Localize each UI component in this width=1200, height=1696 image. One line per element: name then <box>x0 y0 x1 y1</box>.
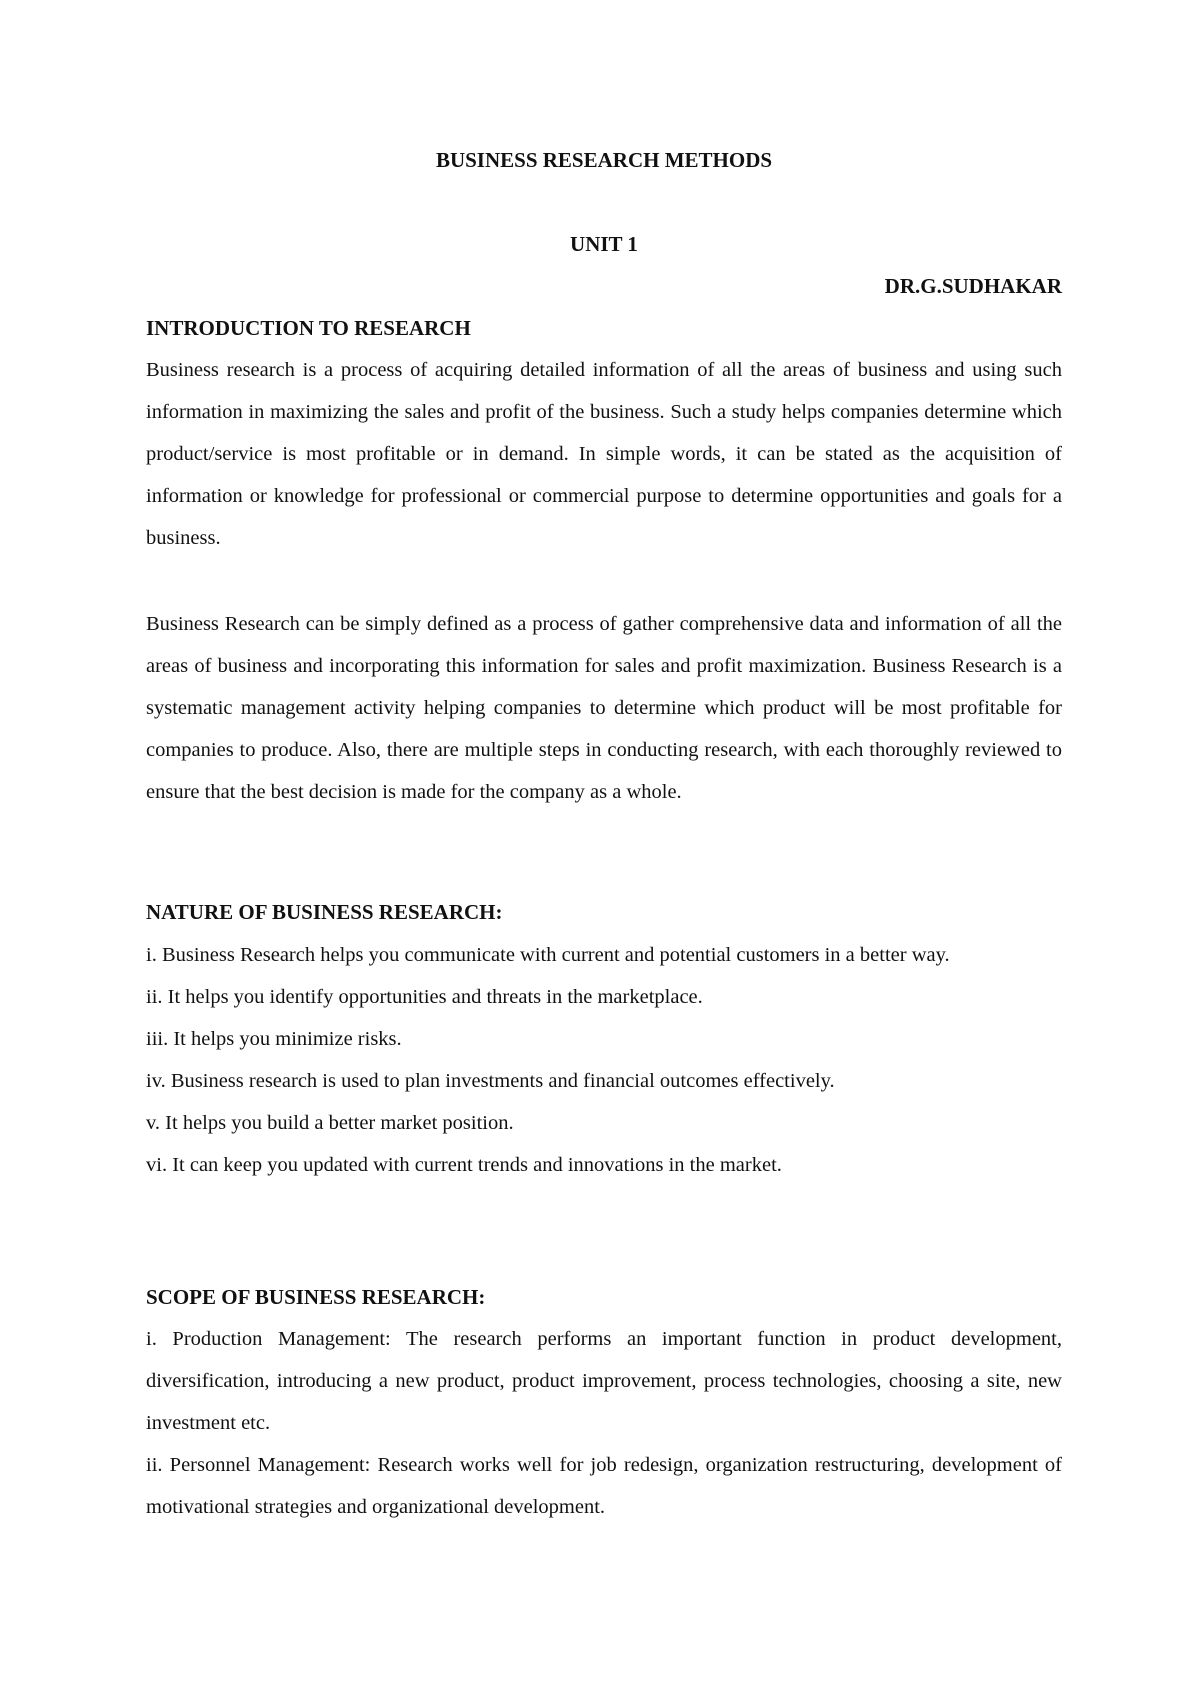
nature-list <box>146 934 1062 1186</box>
definition-paragraph: Business Research can be simply defined as a process of gather comprehensive data and information of all the areas of business and incorporating this information for sales and profit maximization. Business Research is a systematic management activity helping companies to determine which product will be most profitable for companies to produce. Also, there are multiple steps in conducting research, with each thoroughly reviewed to ensure that the best decision is made for the company as a whole. <box>146 613 1062 803</box>
section-heading-introduction: INTRODUCTION TO RESEARCH <box>146 316 471 340</box>
list-item: i. Business Research helps you communicate with current and potential customers in a better way. <box>146 944 950 966</box>
list-item: iv. Business research is used to plan investments and financial outcomes effectively. <box>146 1070 835 1092</box>
section-heading-scope: SCOPE OF BUSINESS RESEARCH: <box>146 1285 486 1309</box>
document-title: BUSINESS RESEARCH METHODS <box>435 148 773 172</box>
list-item: ii. Personnel Management: Research works well for job redesign, organization restructuring, development of motivational strategies and organizational development. <box>146 1454 1062 1518</box>
list-item: iii. It helps you minimize risks. <box>146 1028 402 1050</box>
list-item: v. It helps you build a better market position. <box>146 1112 514 1134</box>
section-heading-nature: NATURE OF BUSINESS RESEARCH: <box>146 900 503 924</box>
unit-label: UNIT 1 <box>570 232 638 256</box>
author-name: DR.G.SUDHAKAR <box>884 274 1062 298</box>
list-item: vi. It can keep you updated with current trends and innovations in the market. <box>146 1154 782 1176</box>
list-item: ii. It helps you identify opportunities and threats in the marketplace. <box>146 986 703 1008</box>
scope-list <box>146 1318 1062 1528</box>
intro-paragraph: Business research is a process of acquiring detailed information of all the areas of business and using such information in maximizing the sales and profit of the business. Such a study helps companies determine which product/service is most profitable or in demand. In simple words, it can be stated as the acquisition of information or knowledge for professional or commercial purpose to determine opportunities and goals for a business. <box>146 359 1062 549</box>
list-item: i. Production Management: The research performs an important function in product development, diversification, introducing a new product, product improvement, process technologies, choosing a site, new investment etc. <box>146 1328 1062 1434</box>
